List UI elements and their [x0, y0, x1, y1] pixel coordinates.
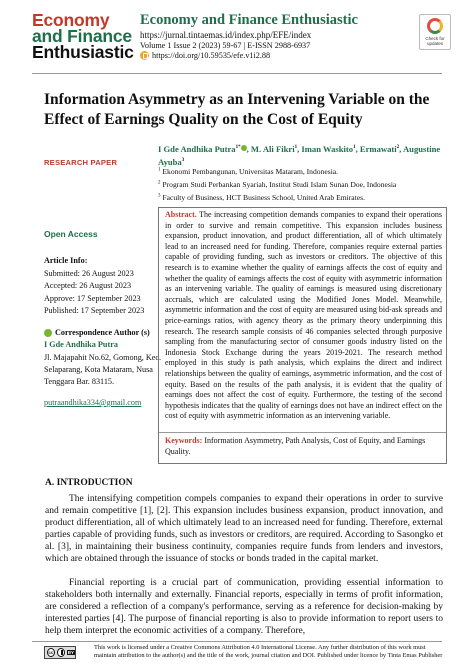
paper-title: Information Asymmetry as an Intervening Variable on the Effect of Earnings Quality on the Cost of Equity [44, 91, 430, 128]
correspondence-address: Jl. Majapahit No.62, Gomong, Kec. Selaparang, Kota Mataram, Nusa Tenggara Bar. 83115. [44, 353, 162, 386]
correspondence-name: I Gde Andhika Putra [44, 340, 118, 349]
attribution-icon [57, 648, 65, 657]
logo-line-1: Economy [32, 10, 110, 30]
published-date: Published: 17 September 2023 [44, 306, 145, 315]
abstract-divider [159, 432, 446, 433]
orcid-icon[interactable] [241, 145, 247, 151]
author-name[interactable]: Ermawati [359, 143, 397, 154]
author-name[interactable]: M. Ali Fikri [250, 143, 295, 154]
license-text: This work is licensed under a Creative Commons Attribution 4.0 International License. Any further distribution of this work must maintain attribution to the author(s) and the title of the work, journal citation and DOI. Published under licence by Tinta Emas Publisher [94, 644, 443, 659]
paragraph-text: Financial reporting is a crucial part of communication, providing essential information to stakeholders both internally and externally. Financial reports, especially in terms of profit information, are considered a reflection of a company's performance, serving as a reference for decision-making by interested parties [4]. The purpose of financial reporting is also to provide information to report users to help them interpret the economic activities of a company. Therefore, [45, 578, 443, 636]
journal-logo [32, 12, 136, 60]
affiliation-3 [158, 193, 365, 202]
author-sup: 2 [396, 145, 400, 150]
abstract [165, 210, 442, 422]
author-name[interactable]: Augustine Ayuba [158, 143, 441, 167]
cc-icon: cc [48, 650, 54, 655]
affiliation-1 [158, 167, 338, 176]
affiliation-num: 1 [158, 167, 161, 173]
keywords-text: Information Asymmetry, Path Analysis, Cost of Equity, and Earnings Quality. [165, 436, 426, 456]
logo-line-2: and Finance [32, 26, 132, 46]
abstract-label: Abstract. [165, 210, 197, 219]
affiliation-text: Program Studi Perbankan Syariah, Institut Studi Islam Sunan Doe, Indonesia [162, 180, 397, 189]
paragraph-text: The intensifying competition compels companies to expand their operations in order to survive and remain competitive [1], [2]. This expansion includes business expansion, product innovation, and product differentiation, all of which ultimately lead to an increased need for funding. Therefore, external parties capable of providing funds, such as investors or creditors, are required. According to Sasongko et al. [3], in maintaining their business continuity, companies require funds from lenders and investors, which are obtained through the issuance of stocks or bonds traded in the capital market. [45, 494, 443, 564]
open-access-label: Open Access [44, 229, 98, 239]
author-list: I Gde Andhika Putra$^{1*}$ , M. Ali Fikri$^1$, Iman Waskito$^1$, Ermawati$^2$, Augustine Ayuba$^3$ [158, 143, 441, 167]
journal-url[interactable]: https://jurnal.tintaemas.id/index.php/EFE/index [140, 30, 312, 40]
crossmark-icon [427, 18, 443, 34]
abstract-text: The increasing competition demands companies to expand their operations in order to survive and remain competitive. This expansion includes business expansion, product innovation, and product differentiation, all of which ultimately lead to an increased need for funding. Therefore, companies require external parties capable of providing funding, such as investors or creditors. The objective of this research is to examine whether the quality of earnings affects the cost of equity and whether the quality of earnings affects the cost of equity with asymmetric information as an intervening variable. The quality of earnings is measured using discretionary accruals, which are calculated using the Modified Jones Model. Meanwhile, asymmetric information and the cost of equity are measured using bid-ask spreads and price-earnings ratios, with agency theory as the primary theory underpinning this research. The research sample consists of 46 companies selected through purposive sampling from the manufacturing sector of consumer goods industry listed on the Indonesia Stock Exchange during the years 2019-2021. The research method employed in this study is path analysis, which explains the direct and indirect relationships between the quality of earnings, asymmetric information, and the cost of equity. Based on the results of the path analysis, it is evident that the quality of earnings does not affect the cost of equity. Furthermore, the testing of the second hypothesis indicates that the quality of earnings does not have an indirect effect on the cost of equity with asymmetric information as an intervening variable. [165, 210, 443, 421]
author-sup: 1 [294, 145, 298, 150]
correspondence-email[interactable]: putraandhika334@gmail.com [44, 398, 142, 407]
author-name[interactable]: I Gde Andhika Putra [158, 143, 236, 154]
abstract-box [158, 207, 447, 464]
author-name[interactable]: Iman Waskito [301, 143, 354, 154]
logo-line-3: Enthusiastic [32, 42, 134, 62]
journal-title: Economy and Finance Enthusiastic [140, 12, 358, 28]
affiliation-num: 3 [158, 193, 161, 199]
check-for-updates-label: Check for updates [425, 36, 445, 46]
accepted-date: Accepted: 26 August 2023 [44, 281, 132, 290]
doi-line [140, 51, 270, 62]
cc-license-badge[interactable] [44, 646, 76, 659]
intro-paragraph-1 [45, 494, 443, 565]
check-for-updates-badge[interactable] [419, 14, 451, 50]
research-paper-label: RESEARCH PAPER [44, 158, 118, 167]
section-heading: A. INTRODUCTION [45, 478, 133, 488]
footer-divider [32, 641, 442, 642]
keywords [165, 436, 442, 457]
author-sup: 3 [181, 157, 185, 163]
correspondence-heading-text: Correspondence Author (s) [55, 328, 150, 337]
doi-link[interactable]: https://doi.org/10.59535/efe.v1i2.88 [152, 51, 271, 60]
article-info [44, 255, 164, 318]
orcid-icon [44, 329, 52, 337]
header-divider [32, 73, 442, 74]
intro-paragraph-2 [45, 578, 443, 638]
article-info-heading: Article Info: [44, 256, 88, 265]
correspondence-block [44, 327, 164, 409]
author-sup: 1 [353, 145, 356, 150]
affiliation-text: Faculty of Business, HCT Business School, United Arab Emirates. [162, 193, 365, 202]
affiliation-2 [158, 180, 396, 189]
volume-issn: Volume 1 Issue 2 (2023) 59-67 | E-ISSN 2988-6937 [140, 41, 311, 50]
author-sup: 1* [235, 145, 241, 150]
approve-date: Approve: 17 September 2023 [44, 293, 141, 303]
keywords-label: Keywords: [165, 436, 203, 445]
cc-by-label: BY [67, 650, 74, 655]
affiliation-num: 2 [158, 180, 161, 186]
lock-icon [140, 51, 149, 60]
correspondence-heading [44, 327, 164, 339]
affiliation-text: Ekonomi Pembangunan, Universitas Mataram, Indonesia. [162, 167, 339, 176]
submitted-date: Submitted: 26 August 2023 [44, 268, 134, 278]
